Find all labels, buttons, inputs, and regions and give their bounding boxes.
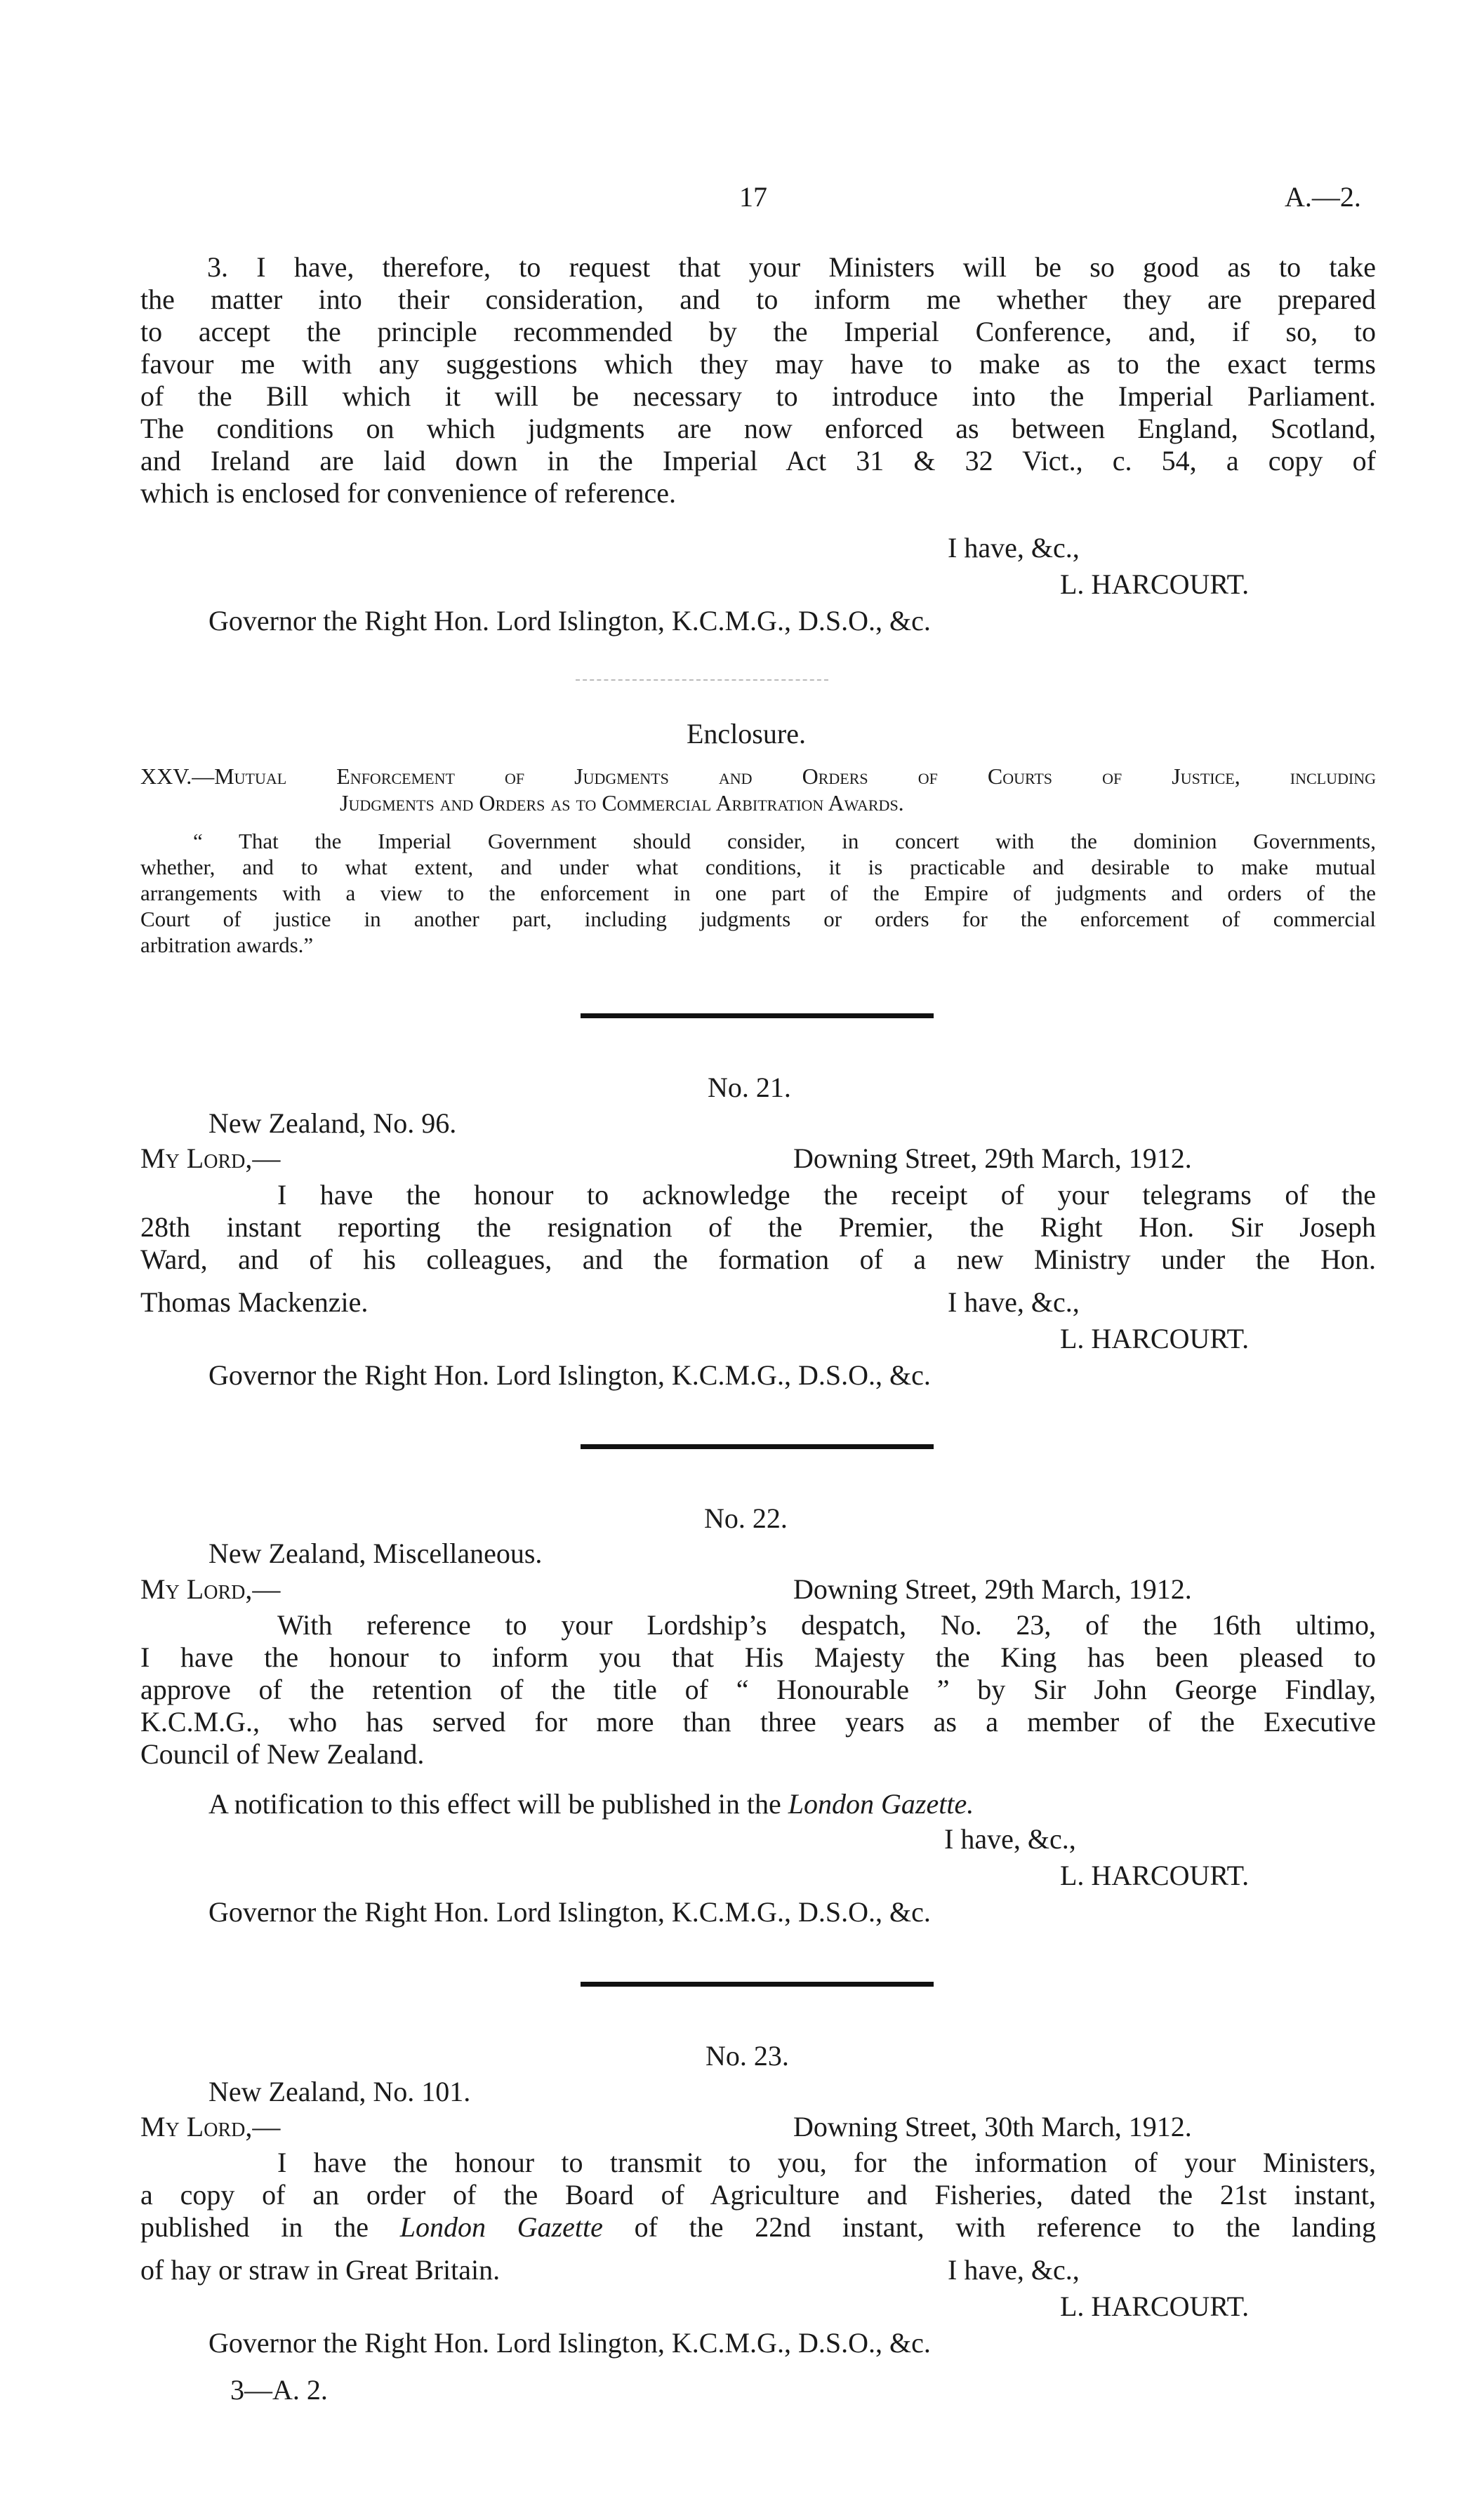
letter-number: No. 23. bbox=[705, 2040, 789, 2072]
body-line: approve of the retention of the title of “ Honourable ” by Sir John George Findlay, bbox=[140, 1674, 1376, 1705]
section-rule bbox=[581, 1013, 934, 1018]
closing: I have, &c., bbox=[948, 1286, 1080, 1318]
letter-reference: New Zealand, No. 101. bbox=[208, 2076, 471, 2107]
paragraph-line: to accept the principle recommended by the Imperial Conference, and, if so, to bbox=[140, 316, 1376, 347]
paragraph-line: and Ireland are laid down in the Imperial Act 31 & 32 Vict., c. 54, a copy of bbox=[140, 445, 1376, 476]
body-line: Ward, and of his colleagues, and the formation of a new Ministry under the Hon. bbox=[140, 1244, 1376, 1275]
addressee: Governor the Right Hon. Lord Islington, K.C.M.G., D.S.O., &c. bbox=[208, 1359, 931, 1391]
closing: I have, &c., bbox=[948, 532, 1080, 564]
signature: L. HARCOURT. bbox=[1060, 1323, 1250, 1354]
enclosure-heading-line: XXV.—Mutual Enforcement of Judgments and Orders of Courts of Justice, including bbox=[140, 764, 1376, 789]
body-line: Council of New Zealand. bbox=[140, 1738, 425, 1770]
letter-20-body bbox=[140, 251, 1376, 509]
enclosure-heading-line: Judgments and Orders as to Commercial Arbitration Awards. bbox=[340, 790, 904, 815]
salutation: My Lord,— bbox=[140, 2111, 281, 2142]
paragraph-line: the matter into their consideration, and to inform me whether they are prepared bbox=[140, 284, 1376, 315]
letter-reference: New Zealand, Miscellaneous. bbox=[208, 1538, 543, 1569]
body-text: published in the bbox=[140, 2211, 400, 2243]
body-text: of the 22nd instant, with reference to the landing bbox=[602, 2211, 1377, 2243]
paragraph-line: The conditions on which judgments are now enforced as between England, Scotland, bbox=[140, 413, 1376, 444]
body-line: I have the honour to acknowledge the receipt of your telegrams of the bbox=[277, 1179, 1376, 1211]
body-line: Thomas Mackenzie. bbox=[140, 1286, 369, 1318]
quote-line: whether, and to what extent, and under what conditions, it is practicable and desirable to make mutual bbox=[140, 855, 1376, 879]
enclosure-quote bbox=[140, 828, 1376, 958]
addressee: Governor the Right Hon. Lord Islington, K.C.M.G., D.S.O., &c. bbox=[208, 1896, 931, 1928]
signature: L. HARCOURT. bbox=[1060, 1860, 1250, 1891]
body-line: I have the honour to transmit to you, for the information of your Ministers, bbox=[277, 2147, 1376, 2178]
signature: L. HARCOURT. bbox=[1060, 2291, 1250, 2322]
letter-date: Downing Street, 30th March, 1912. bbox=[793, 2111, 1192, 2142]
letter-number: No. 22. bbox=[704, 1502, 788, 1534]
letter-21-body bbox=[140, 1179, 1376, 1276]
letter-number: No. 21. bbox=[708, 1072, 791, 1103]
section-rule bbox=[581, 1982, 934, 1987]
salutation: My Lord,— bbox=[140, 1573, 281, 1605]
printer-signature-mark: 3—A. 2. bbox=[230, 2374, 328, 2406]
closing: I have, &c., bbox=[944, 1823, 1076, 1855]
body-line bbox=[140, 2211, 1376, 2244]
enclosure-title: Enclosure. bbox=[687, 718, 806, 749]
paragraph-line: favour me with any suggestions which they may have to make as to the exact terms bbox=[140, 348, 1376, 380]
notification-text: A notification to this effect will be published in the bbox=[208, 1788, 788, 1820]
addressee: Governor the Right Hon. Lord Islington, K.C.M.G., D.S.O., &c. bbox=[208, 605, 931, 636]
body-line: a copy of an order of the Board of Agriculture and Fisheries, dated the 21st instant, bbox=[140, 2179, 1376, 2211]
letter-22-body bbox=[140, 1609, 1376, 1771]
letter-23-body bbox=[140, 2147, 1376, 2244]
gazette-title: London Gazette bbox=[399, 2211, 603, 2243]
gazette-title: London Gazette. bbox=[788, 1788, 974, 1820]
letter-date: Downing Street, 29th March, 1912. bbox=[793, 1142, 1192, 1174]
notification-line bbox=[208, 1788, 974, 1820]
letter-reference: New Zealand, No. 96. bbox=[208, 1107, 457, 1139]
body-line: 28th instant reporting the resignation of the Premier, the Right Hon. Sir Joseph bbox=[140, 1211, 1376, 1243]
section-rule bbox=[581, 1444, 934, 1449]
section-divider bbox=[576, 679, 828, 681]
body-line: With reference to your Lordship’s despatch, No. 23, of the 16th ultimo, bbox=[277, 1609, 1376, 1641]
page-number: 17 bbox=[739, 181, 767, 213]
quote-line: “ That the Imperial Government should consider, in concert with the dominion Governments, bbox=[193, 829, 1376, 853]
quote-line: arrangements with a view to the enforcement in one part of the Empire of judgments and orders of the bbox=[140, 881, 1376, 905]
paragraph-line: 3. I have, therefore, to request that your Ministers will be so good as to take bbox=[207, 251, 1376, 283]
quote-line: arbitration awards.” bbox=[140, 933, 314, 957]
addressee: Governor the Right Hon. Lord Islington, K.C.M.G., D.S.O., &c. bbox=[208, 2327, 931, 2359]
paragraph-line: of the Bill which it will be necessary to introduce into the Imperial Parliament. bbox=[140, 380, 1376, 412]
body-line: I have the honour to inform you that His Majesty the King has been pleased to bbox=[140, 1641, 1376, 1673]
signature: L. HARCOURT. bbox=[1060, 568, 1250, 600]
body-line: K.C.M.G., who has served for more than three years as a member of the Executive bbox=[140, 1706, 1376, 1738]
salutation: My Lord,— bbox=[140, 1142, 281, 1174]
body-line: of hay or straw in Great Britain. bbox=[140, 2254, 501, 2286]
closing: I have, &c., bbox=[948, 2254, 1080, 2286]
document-reference: A.—2. bbox=[1285, 181, 1361, 213]
paragraph-line: which is enclosed for convenience of reference. bbox=[140, 477, 676, 509]
letter-date: Downing Street, 29th March, 1912. bbox=[793, 1573, 1192, 1605]
quote-line: Court of justice in another part, including judgments or orders for the enforcement of commercial bbox=[140, 907, 1376, 931]
